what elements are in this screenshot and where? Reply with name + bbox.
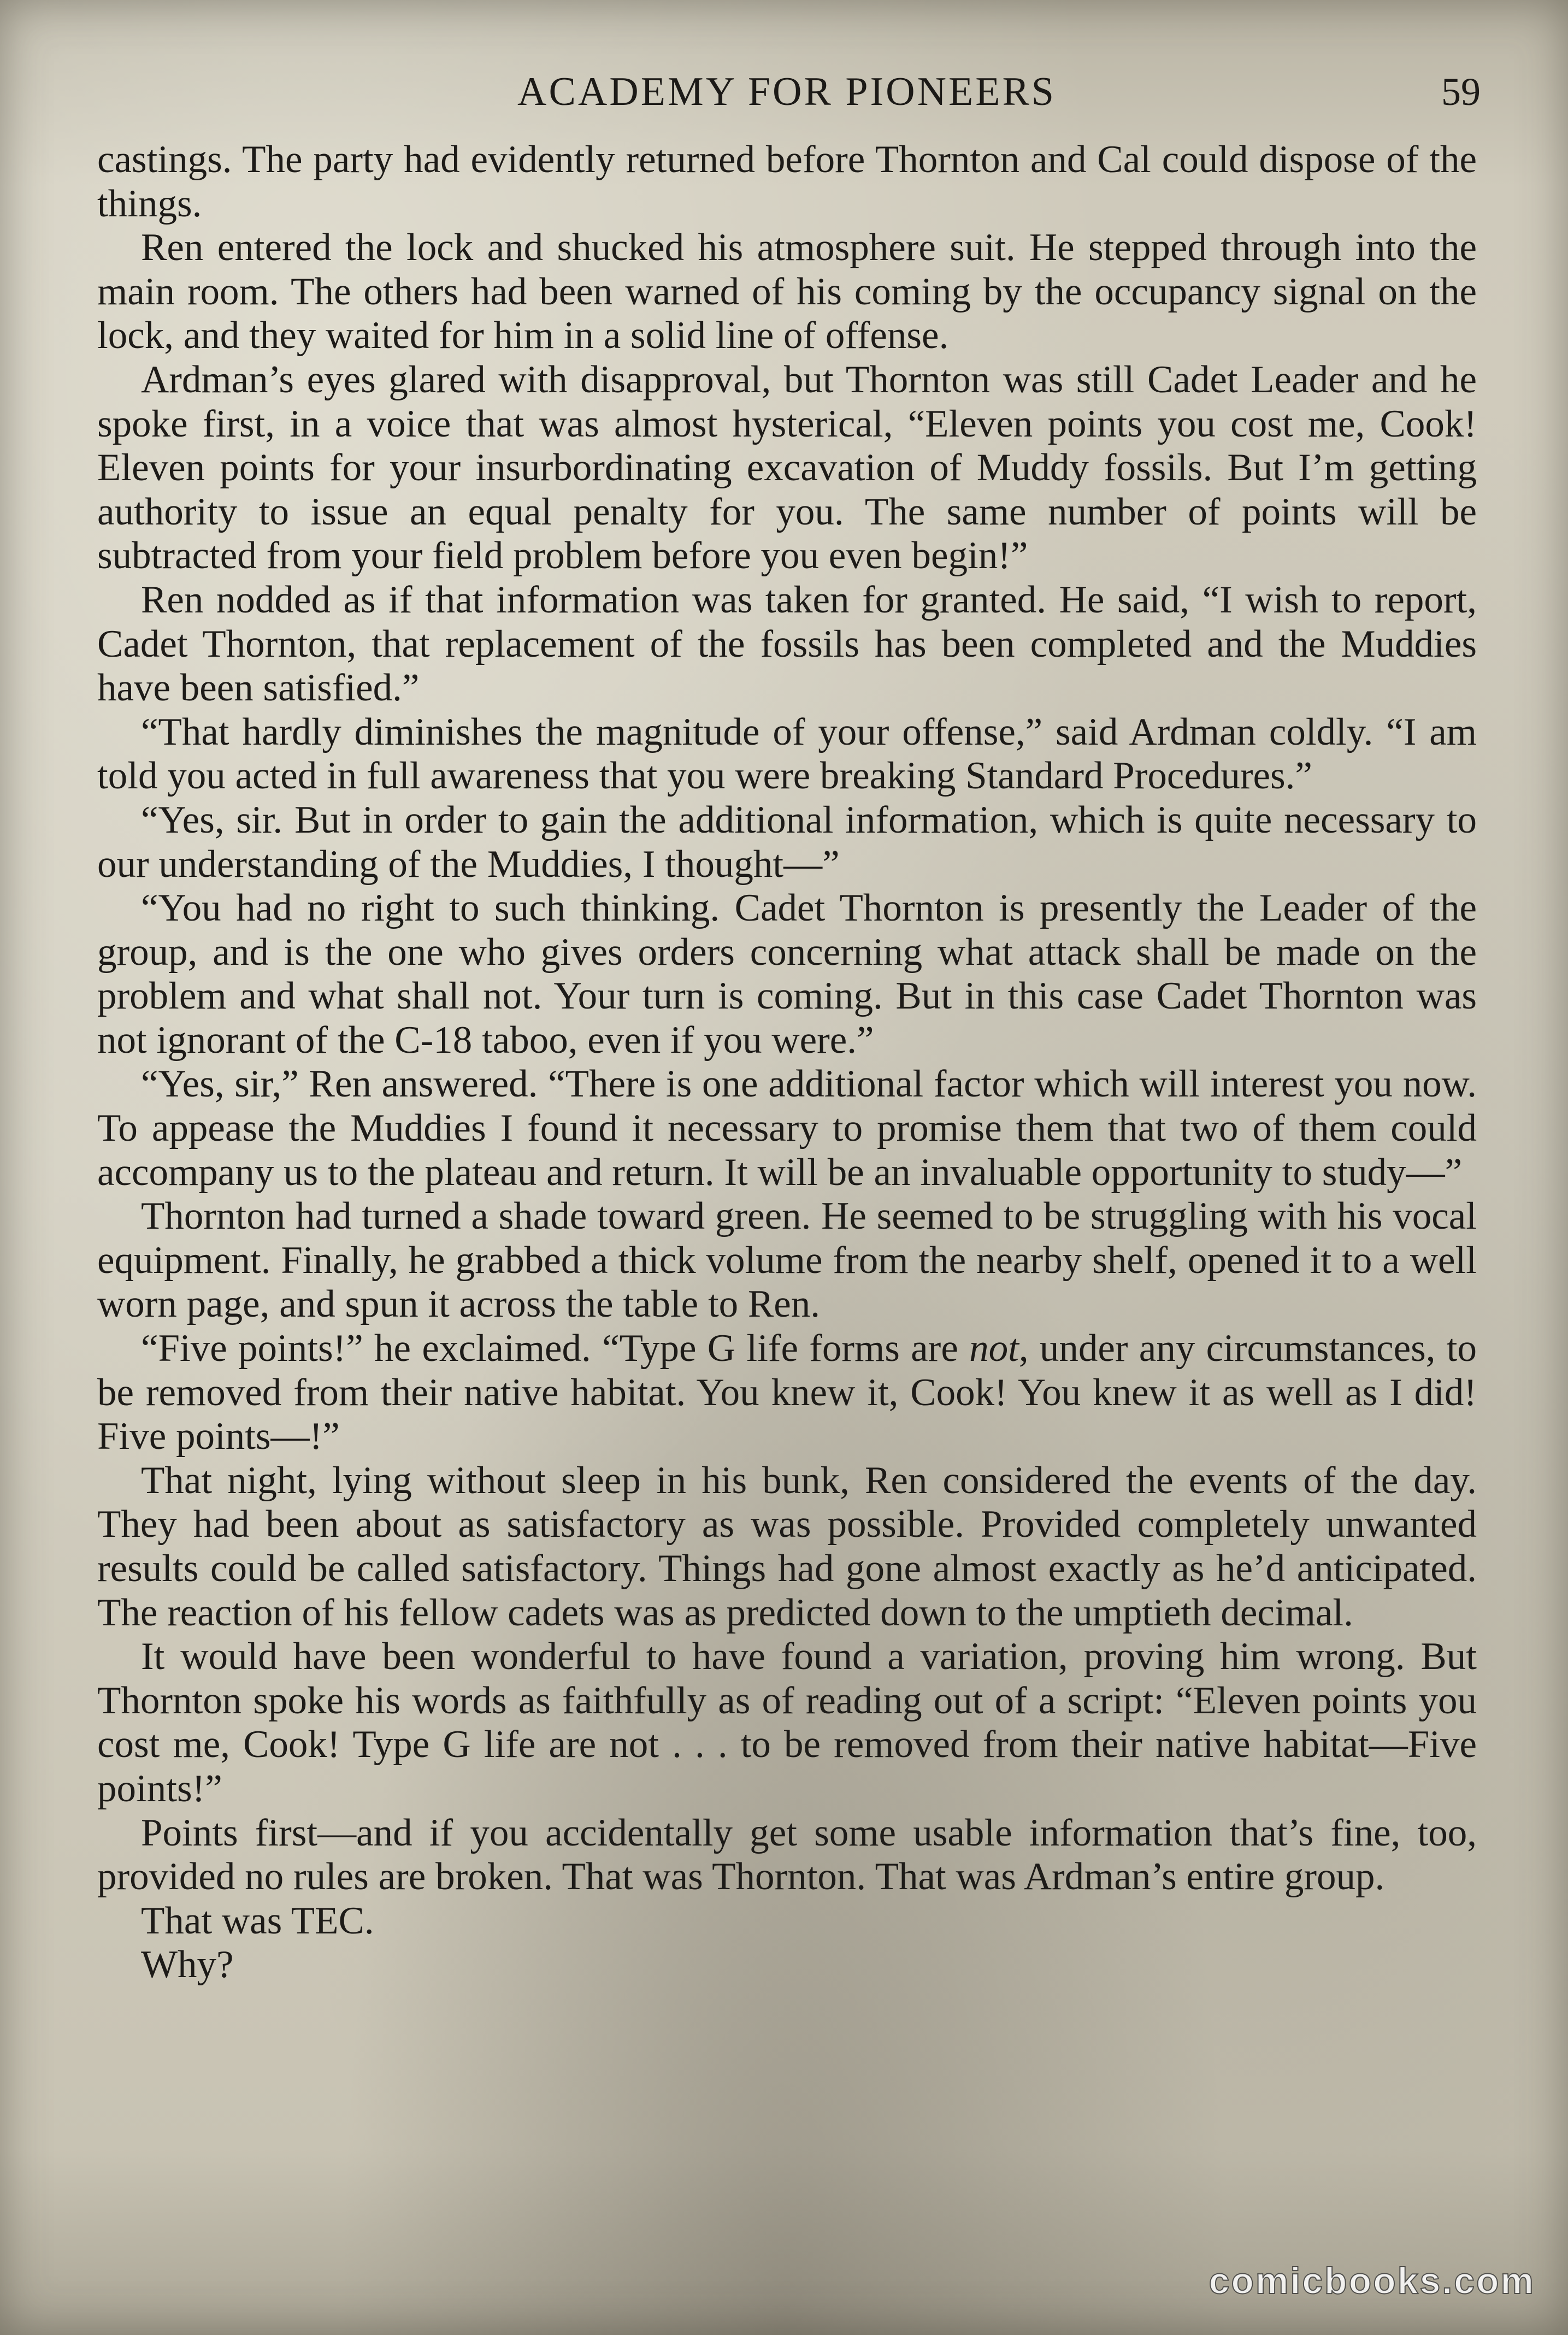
body-text [97, 138, 1477, 1987]
emphasis: not [969, 1327, 1019, 1370]
paragraph: Ren nodded as if that information was taken for granted. He said, “I wish to report, Cadet Thornton, that replacement of the fossils has been completed and the Muddies have been satisfied.” [97, 578, 1477, 710]
paragraph: Why? [141, 1943, 234, 1986]
paragraph: “Five points!” he exclaimed. “Type G life forms are not, under any circumstances, to be removed from their native habitat. You knew it, Cook! You knew it as well as I did! Five points—!” [97, 1327, 1477, 1458]
paragraph: That was TEC. [141, 1899, 374, 1942]
paragraph: Thornton had turned a shade toward green. He seemed to be struggling with his vocal equipment. Finally, he grabbed a thick volume from the nearby shelf, opened it to a well worn page, and spun it across the table to Ren. [97, 1195, 1477, 1326]
paragraph: “Yes, sir. But in order to gain the additional information, which is quite necessary to our understanding of the Muddies, I thought—” [97, 798, 1477, 886]
paragraph: Ren entered the lock and shucked his atmosphere suit. He stepped through into the main room. The others had been warned of his coming by the occupancy signal on the lock, and they waited for him in a solid line of offense. [97, 226, 1477, 357]
paragraph: That night, lying without sleep in his bunk, Ren considered the events of the day. They had been about as satisfactory as was possible. Provided completely unwanted results could be called satisfactory. Things had gone almost exactly as he’d anticipated. The reaction of his fellow cadets was as predicted down to the umptieth decimal. [97, 1459, 1477, 1634]
paragraph: Ardman’s eyes glared with disapproval, but Thornton was still Cadet Leader and he spoke first, in a voice that was almost hysterical, “Eleven points you cost me, Cook! Eleven points for your insurbordinating excavation of Muddy fossils. But I’m getting authority to issue an equal penalty for you. The same number of points will be subtracted from your field problem before you even begin!” [97, 358, 1477, 577]
watermark: comicbooks.com [1209, 2260, 1535, 2302]
paragraph: “Yes, sir,” Ren answered. “There is one additional factor which will interest you now. To appease the Muddies I found it necessary to promise them that two of them could accompany us to the plateau and return. It will be an invaluable opportunity to study—” [97, 1063, 1477, 1194]
running-title: ACADEMY FOR PIONEERS [517, 69, 1056, 114]
paragraph: Points first—and if you accidentally get some usable information that’s fine, too, provided no rules are broken. That was Thornton. That was Ardman’s entire group. [97, 1811, 1477, 1898]
paragraph: castings. The party had evidently returned before Thornton and Cal could dispose of the things. [97, 138, 1477, 225]
paragraph: “You had no right to such thinking. Cadet Thornton is presently the Leader of the group, and is the one who gives orders concerning what attack shall be made on the problem and what shall not. Your turn is coming. But in this case Cadet Thornton was not ignorant of the C-18 taboo, even if you were.” [97, 887, 1477, 1062]
paragraph: “That hardly diminishes the magnitude of your offense,” said Ardman coldly. “I am told you acted in full awareness that you were breaking Standard Procedures.” [97, 710, 1477, 798]
page-number: 59 [1441, 70, 1481, 114]
paragraph: It would have been wonderful to have found a variation, proving him wrong. But Thornton spoke his words as faithfully as of reading out of a script: “Eleven points you cost me, Cook! Type G life are not . . . to be removed from their native habitat—Five points!” [97, 1635, 1477, 1810]
running-header [93, 64, 1481, 119]
